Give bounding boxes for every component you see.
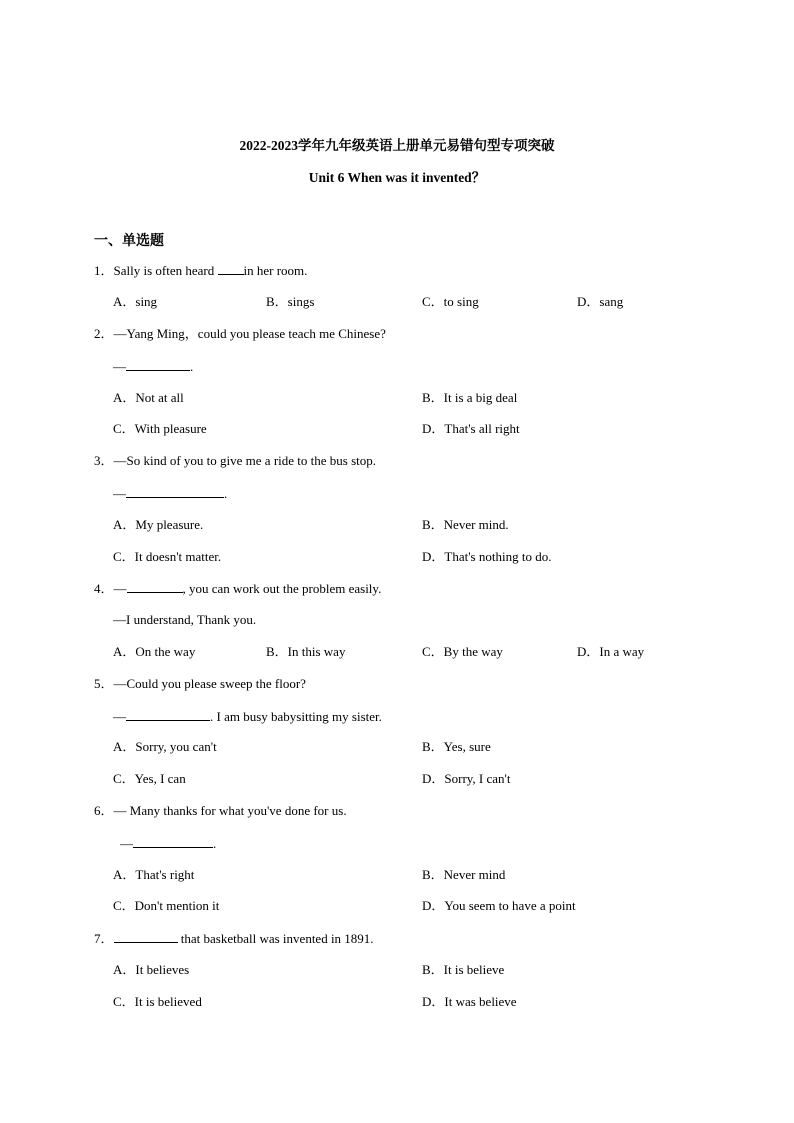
reply-dash: — xyxy=(113,709,126,724)
answer-blank xyxy=(126,358,190,371)
question-stem: —Could you please sweep the floor? xyxy=(113,676,306,691)
option-a[interactable]: A．Sorry, you can't xyxy=(113,739,217,754)
question-stem: — Many thanks for what you've done for us. xyxy=(113,803,347,818)
question-reply xyxy=(113,485,227,502)
option-c[interactable]: C．With pleasure xyxy=(113,421,207,436)
reply-text: . xyxy=(224,486,228,501)
question-number: 7． xyxy=(94,931,114,946)
question-number: 4． xyxy=(94,581,114,596)
option-b[interactable]: B．Yes, sure xyxy=(422,739,491,754)
question-reply xyxy=(113,708,382,725)
question-5 xyxy=(94,676,306,692)
option-a[interactable]: A．sing xyxy=(113,294,158,309)
option-a[interactable]: A．Not at all xyxy=(113,390,184,405)
question-number: 6． xyxy=(94,803,114,818)
reply-dash: — xyxy=(113,359,126,374)
answer-blank xyxy=(126,485,224,498)
option-b[interactable]: B．Never mind. xyxy=(422,517,509,532)
answer-blank xyxy=(127,580,183,593)
option-d[interactable]: D．That's nothing to do. xyxy=(422,549,552,564)
question-3 xyxy=(94,453,376,469)
question-7 xyxy=(94,930,374,947)
question-2 xyxy=(94,326,386,342)
question-stem: —So kind of you to give me a ride to the bus stop. xyxy=(113,453,377,468)
option-d[interactable]: D．In a way xyxy=(577,644,645,659)
section-heading: 一、单选题 xyxy=(94,234,164,249)
option-a[interactable]: A．On the way xyxy=(113,644,196,659)
question-stem: , you can work out the problem easily. xyxy=(182,581,382,596)
answer-blank xyxy=(218,262,244,275)
option-b[interactable]: B．In this way xyxy=(266,644,346,659)
option-a[interactable]: A．That's right xyxy=(113,867,195,882)
question-number: 1． xyxy=(94,263,114,278)
question-6 xyxy=(94,803,347,819)
option-b[interactable]: B．It is a big deal xyxy=(422,390,518,405)
answer-blank xyxy=(133,835,213,848)
question-reply: —I understand, Thank you. xyxy=(113,612,257,627)
question-stem: that basketball was invented in 1891. xyxy=(177,931,374,946)
option-c[interactable]: C．It is believed xyxy=(113,994,202,1009)
reply-dash: — xyxy=(113,486,126,501)
question-reply xyxy=(120,835,216,852)
question-stem: in her room. xyxy=(243,263,308,278)
option-c[interactable]: C．Don't mention it xyxy=(113,898,220,913)
question-1 xyxy=(94,262,307,279)
option-c[interactable]: C．Yes, I can xyxy=(113,771,186,786)
option-b[interactable]: B．It is believe xyxy=(422,962,505,977)
answer-blank xyxy=(114,930,178,943)
question-stem: Sally is often heard xyxy=(113,263,218,278)
reply-dash: — xyxy=(120,836,133,851)
question-4 xyxy=(94,580,381,597)
reply-text: . xyxy=(190,359,194,374)
question-reply xyxy=(113,358,193,375)
document-subtitle: Unit 6 When was it invented？ xyxy=(308,170,486,185)
option-d[interactable]: D．sang xyxy=(577,294,624,309)
question-number: 5． xyxy=(94,676,114,691)
option-a[interactable]: A．My pleasure. xyxy=(113,517,204,532)
question-stem: —Yang Ming，could you please teach me Chinese? xyxy=(113,326,386,341)
option-c[interactable]: C．By the way xyxy=(422,644,503,659)
option-c[interactable]: C．to sing xyxy=(422,294,479,309)
reply-text: . I am busy babysitting my sister. xyxy=(210,709,382,724)
option-c[interactable]: C．It doesn't matter. xyxy=(113,549,222,564)
option-b[interactable]: B．sings xyxy=(266,294,315,309)
option-a[interactable]: A．It believes xyxy=(113,962,190,977)
reply-text: . xyxy=(213,836,217,851)
question-number: 2． xyxy=(94,326,114,341)
question-number: 3． xyxy=(94,453,114,468)
document-title: 2022-2023学年九年级英语上册单元易错句型专项突破 xyxy=(239,138,555,153)
option-d[interactable]: D．That's all right xyxy=(422,421,520,436)
option-d[interactable]: D．You seem to have a point xyxy=(422,898,576,913)
question-stem: — xyxy=(113,581,127,596)
option-d[interactable]: D．Sorry, I can't xyxy=(422,771,511,786)
answer-blank xyxy=(126,708,210,721)
option-b[interactable]: B．Never mind xyxy=(422,867,506,882)
option-d[interactable]: D．It was believe xyxy=(422,994,517,1009)
